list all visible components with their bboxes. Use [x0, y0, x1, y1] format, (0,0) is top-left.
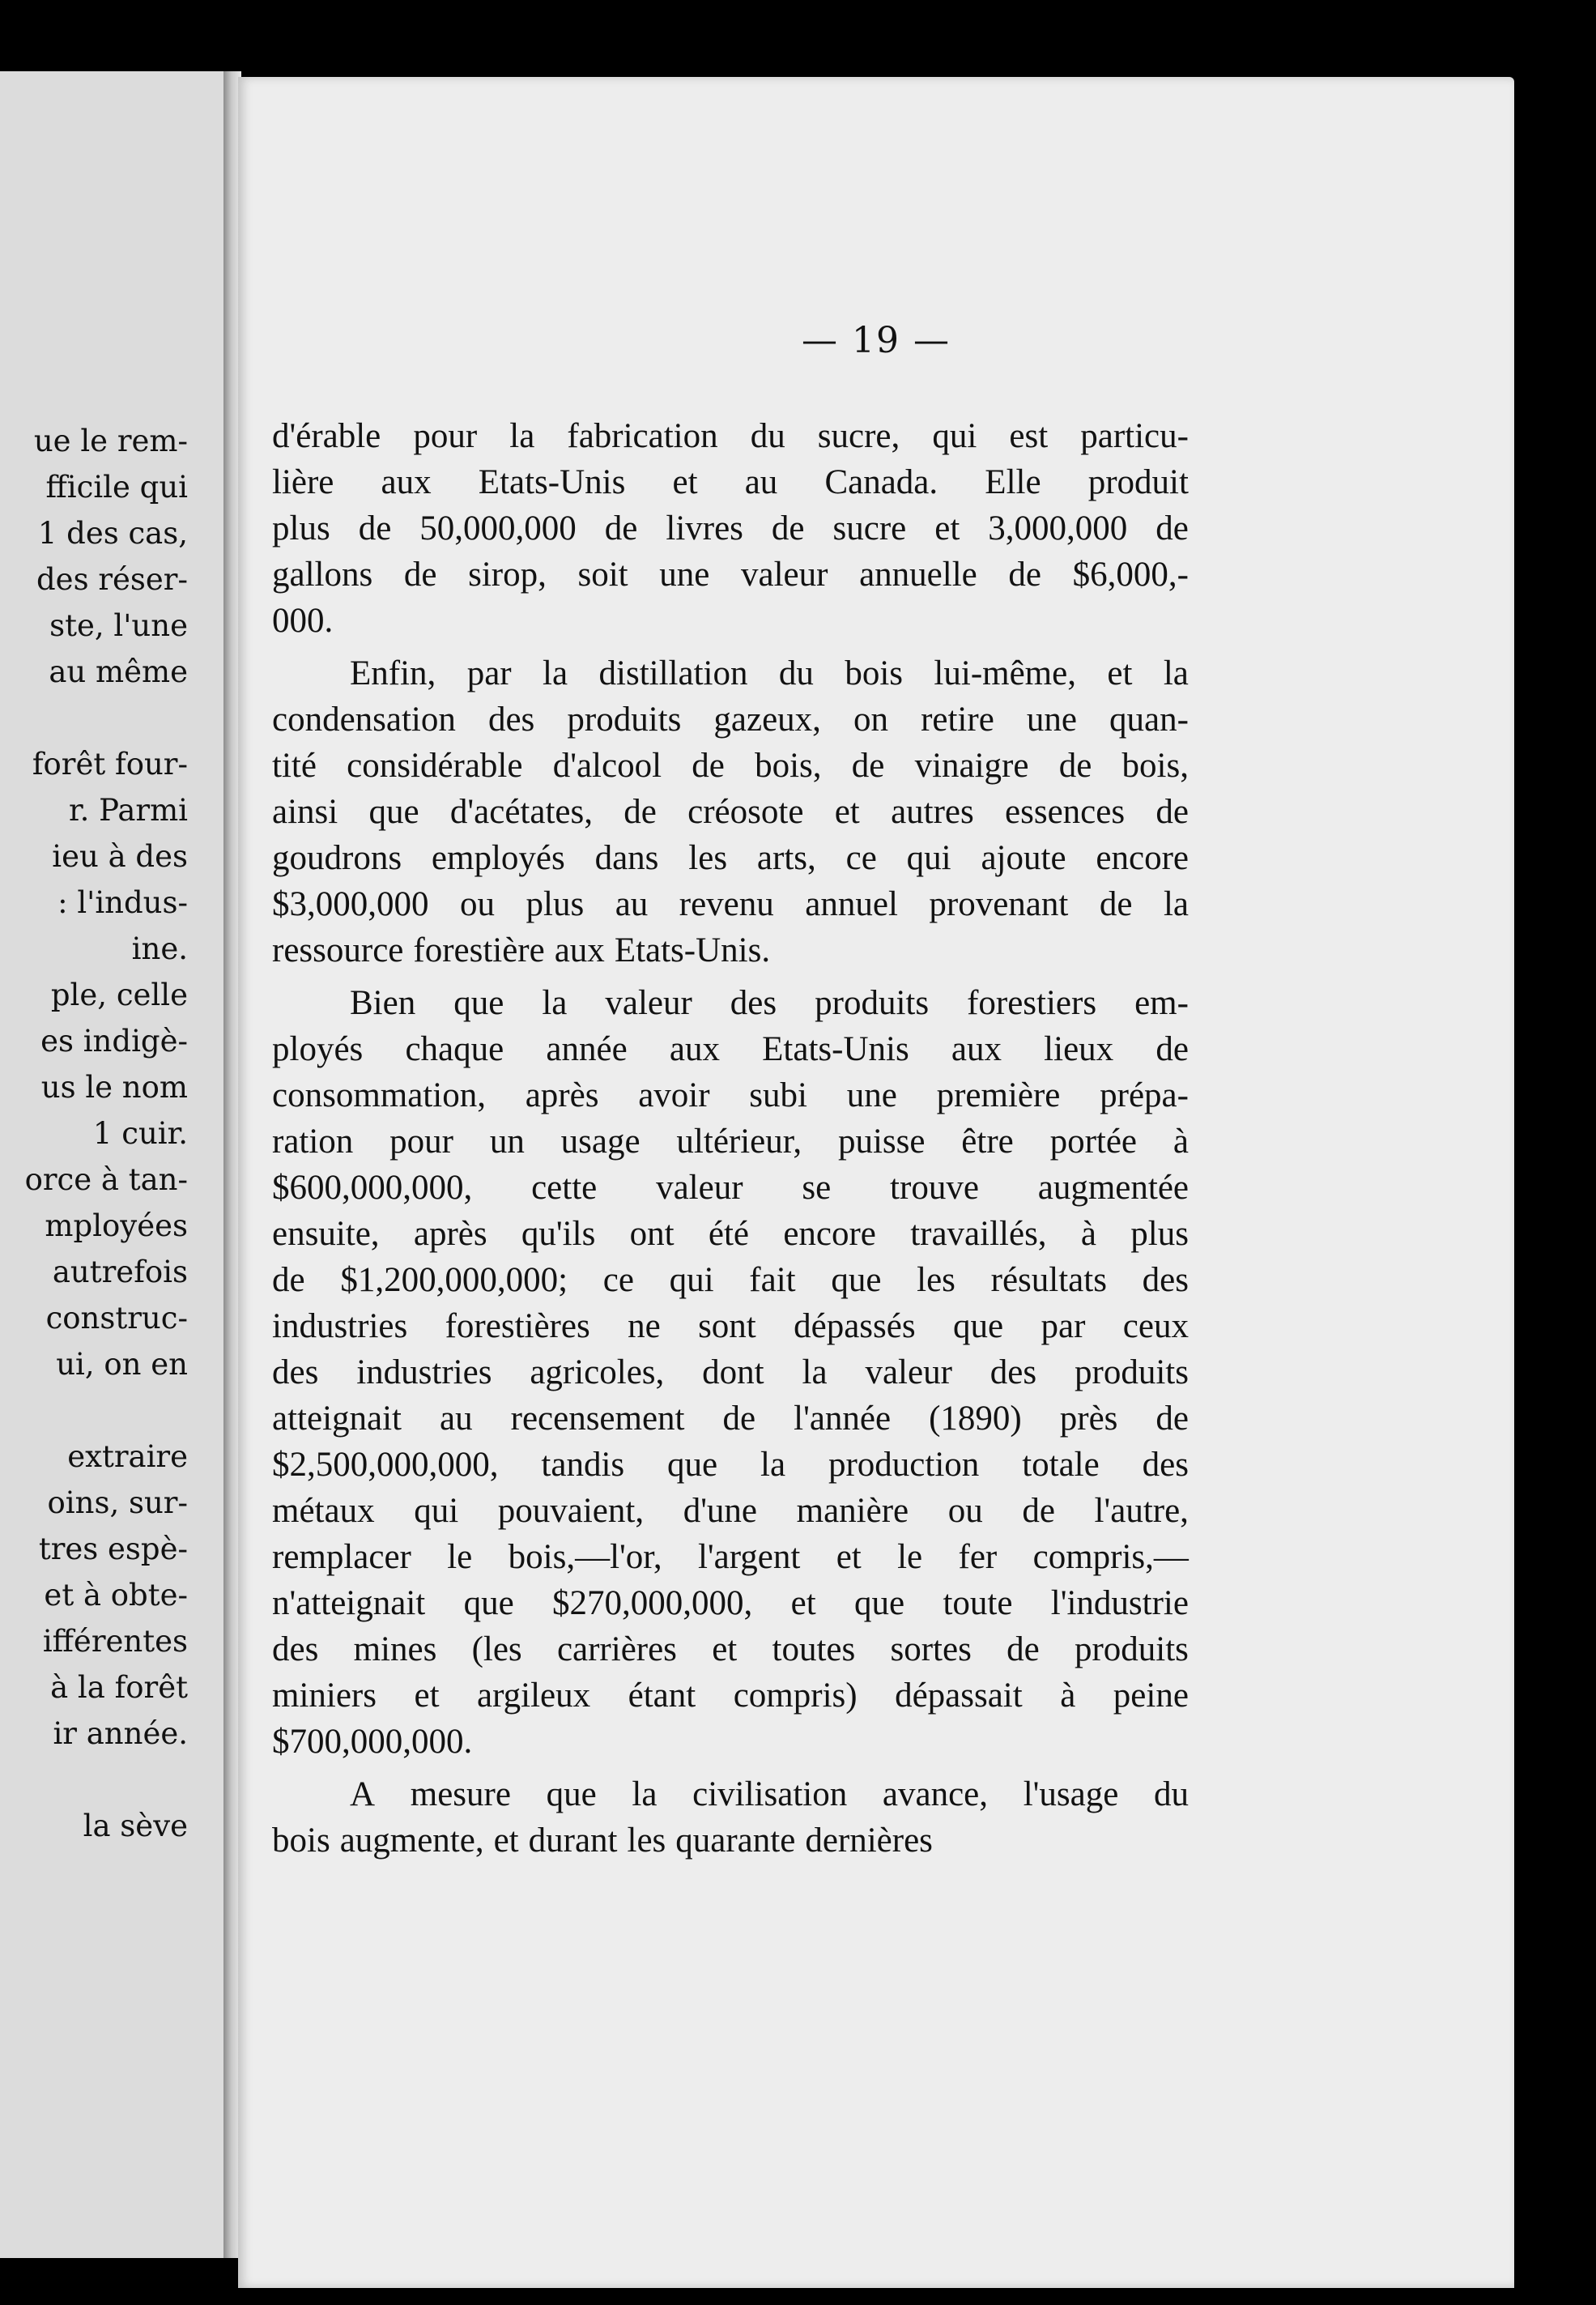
left-page-text [0, 418, 188, 1849]
text-line: 000. [272, 602, 334, 640]
left-page-line: extraire [67, 1439, 188, 1474]
text-line: lière aux Etats-Unis et au Canada. Elle produit [272, 463, 1189, 501]
left-page-line: ieu à des [52, 839, 188, 874]
right-page [238, 77, 1514, 2288]
body-text [272, 413, 1189, 1870]
text-line: ployés chaque année aux Etats-Unis aux lieux de [272, 1030, 1189, 1068]
text-line: de $1,200,000,000; ce qui fait que les résultats des [272, 1261, 1189, 1299]
text-line: $3,000,000 ou plus au revenu annuel provenant de la [272, 885, 1189, 923]
left-page-line [0, 695, 188, 741]
text-line: bois augmente, et durant les quarante dernières [272, 1821, 933, 1860]
text-line: condensation des produits gazeux, on retire une quan- [272, 701, 1189, 739]
text-line: tité considérable d'alcool de bois, de vinaigre de bois, [272, 747, 1189, 785]
left-page-line: orce à tan- [24, 1162, 188, 1197]
paragraph [272, 1771, 1189, 1864]
left-page [0, 71, 227, 2258]
text-line: miniers et argileux étant compris) dépassait à peine [272, 1677, 1189, 1715]
text-line: remplacer le bois,—l'or, l'argent et le fer compris,— [272, 1538, 1189, 1576]
text-line: métaux qui pouvaient, d'une manière ou de l'autre, [272, 1492, 1189, 1530]
left-page-line: à la forêt [50, 1670, 188, 1705]
text-line: Bien que la valeur des produits forestiers em- [350, 984, 1189, 1022]
left-page-line: construc- [45, 1301, 188, 1336]
text-line: ration pour un usage ultérieur, puisse être portée à [272, 1123, 1189, 1161]
paragraph [272, 650, 1189, 974]
left-page-line: mployées [45, 1208, 188, 1243]
text-line: ainsi que d'acétates, de créosote et autres essences de [272, 793, 1189, 831]
left-page-line [0, 1757, 188, 1803]
left-page-line: ir année. [53, 1716, 188, 1751]
left-page-line [0, 1387, 188, 1434]
text-line: A mesure que la civilisation avance, l'usage du [350, 1775, 1189, 1813]
text-line: $2,500,000,000, tandis que la production totale des [272, 1446, 1189, 1484]
left-page-line: 1 cuir. [92, 1116, 188, 1151]
text-line: n'atteignait que $270,000,000, et que toute l'industrie [272, 1584, 1189, 1622]
page-number: — 19 — [802, 320, 951, 361]
left-page-line: au même [49, 654, 188, 689]
paragraph [272, 413, 1189, 644]
left-page-line: des réser- [36, 562, 188, 597]
left-page-line: ui, on en [56, 1347, 188, 1382]
left-page-line: fficile qui [45, 470, 188, 505]
left-page-line: r. Parmi [68, 793, 188, 828]
left-page-line: 1 des cas, [37, 516, 188, 551]
left-page-line: : l'indus- [57, 885, 188, 920]
text-line: gallons de sirop, soit une valeur annuelle de $6,000,- [272, 556, 1189, 594]
left-page-line: la sève [83, 1809, 188, 1843]
text-line: goudrons employés dans les arts, ce qui ajoute encore [272, 839, 1189, 877]
left-page-line: us le nom [40, 1070, 188, 1105]
text-line: des mines (les carrières et toutes sortes de produits [272, 1630, 1189, 1668]
paragraph [272, 980, 1189, 1765]
text-line: $700,000,000. [272, 1723, 473, 1761]
left-page-line: ifférentes [42, 1624, 188, 1659]
left-page-line: ine. [131, 931, 188, 966]
left-page-line: tres espè- [38, 1532, 188, 1566]
left-page-line: autrefois [52, 1255, 188, 1289]
text-line: Enfin, par la distillation du bois lui-même, et la [350, 654, 1189, 692]
text-line: ressource forestière aux Etats-Unis. [272, 931, 771, 969]
left-page-line: ple, celle [50, 978, 188, 1012]
left-page-line: forêt four- [32, 747, 188, 782]
left-page-line: ue le rem- [33, 424, 188, 458]
text-line: d'érable pour la fabrication du sucre, qui est particu- [272, 417, 1189, 455]
text-line: industries forestières ne sont dépassés que par ceux [272, 1307, 1189, 1345]
text-line: plus de 50,000,000 de livres de sucre et 3,000,000 de [272, 509, 1189, 547]
left-page-line: es indigè- [40, 1024, 188, 1059]
left-page-line: ste, l'une [49, 608, 188, 643]
text-line: $600,000,000, cette valeur se trouve augmentée [272, 1169, 1189, 1207]
text-line: atteignait au recensement de l'année (1890) près de [272, 1400, 1189, 1438]
text-line: des industries agricoles, dont la valeur des produits [272, 1353, 1189, 1391]
text-line: consommation, après avoir subi une première prépa- [272, 1076, 1189, 1114]
left-page-line: oins, sur- [47, 1485, 188, 1520]
text-line: ensuite, après qu'ils ont été encore travaillés, à plus [272, 1215, 1189, 1253]
left-page-line: et à obte- [44, 1578, 188, 1613]
